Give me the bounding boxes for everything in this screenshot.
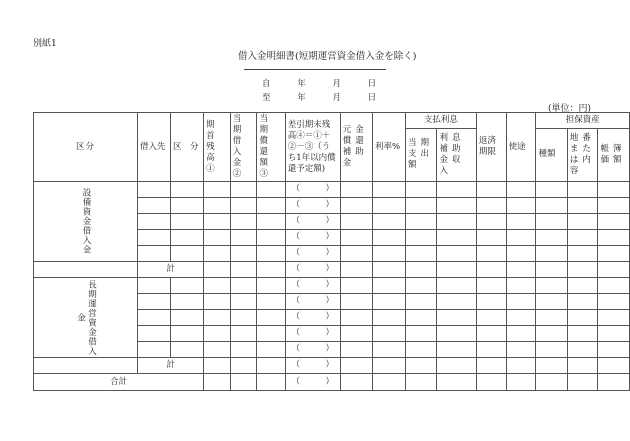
cell[interactable] — [257, 326, 285, 342]
cell[interactable] — [567, 262, 598, 278]
cell[interactable] — [598, 230, 630, 246]
cell[interactable] — [598, 182, 630, 198]
cell[interactable] — [230, 278, 257, 294]
cell[interactable] — [340, 294, 372, 310]
from-year: 年 — [297, 79, 306, 89]
cell[interactable] — [567, 214, 598, 230]
cell[interactable] — [406, 230, 437, 246]
cell[interactable] — [406, 278, 437, 294]
closing-cell[interactable]: （ ） — [285, 214, 340, 230]
cell[interactable] — [536, 246, 567, 262]
cell[interactable] — [476, 278, 506, 294]
cell[interactable] — [138, 230, 171, 246]
title-underline — [244, 69, 386, 70]
to-month: 月 — [332, 93, 341, 103]
cell[interactable] — [138, 294, 171, 310]
subtotal-label: 計 — [138, 358, 204, 374]
cell[interactable] — [598, 246, 630, 262]
header-closing: 差引期末残高④＝①＋②－③（うち1年以内償還予定額) — [285, 113, 340, 182]
total-row — [34, 374, 630, 391]
closing-cell[interactable]: （ ） — [285, 358, 340, 374]
closing-cell[interactable]: （ ） — [285, 262, 340, 278]
cell[interactable] — [230, 182, 257, 198]
cell[interactable] — [257, 246, 285, 262]
cell[interactable] — [230, 358, 257, 374]
cell[interactable] — [406, 294, 437, 310]
cell[interactable] — [257, 198, 285, 214]
cell[interactable] — [171, 246, 204, 262]
cell[interactable] — [476, 374, 506, 391]
cell[interactable] — [506, 342, 536, 358]
attachment-label: 別紙1 — [33, 39, 57, 49]
cell[interactable] — [171, 310, 204, 326]
cell[interactable] — [406, 374, 437, 391]
cell[interactable] — [138, 342, 171, 358]
cell[interactable] — [340, 198, 372, 214]
cell[interactable] — [536, 294, 567, 310]
closing-cell[interactable]: （ ） — [285, 278, 340, 294]
header-kubun: 区分 — [34, 113, 138, 182]
cell[interactable] — [567, 294, 598, 310]
subtotal-label: 計 — [138, 262, 204, 278]
loan-table — [33, 112, 630, 391]
cell[interactable] — [598, 278, 630, 294]
header-interest-paid: 当期支出額 — [406, 128, 437, 181]
date-from — [262, 77, 376, 89]
closing-cell[interactable]: （ ） — [285, 230, 340, 246]
cell[interactable] — [372, 326, 405, 342]
cell[interactable] — [204, 246, 231, 262]
section-label: 設備資金借入金 — [34, 182, 138, 262]
cell[interactable] — [506, 310, 536, 326]
cell[interactable] — [567, 358, 598, 374]
cell[interactable] — [340, 358, 372, 374]
cell[interactable] — [598, 342, 630, 358]
header-lender: 借入先 — [138, 113, 171, 182]
cell[interactable] — [476, 342, 506, 358]
cell[interactable] — [437, 230, 476, 246]
cell[interactable] — [372, 246, 405, 262]
cell[interactable] — [372, 358, 405, 374]
from-day: 日 — [367, 79, 377, 89]
cell[interactable] — [340, 246, 372, 262]
cell[interactable] — [204, 358, 231, 374]
cell[interactable] — [372, 182, 405, 198]
cell[interactable] — [406, 358, 437, 374]
cell[interactable] — [230, 262, 257, 278]
cell[interactable] — [257, 310, 285, 326]
cell[interactable] — [536, 278, 567, 294]
cell[interactable] — [138, 278, 171, 294]
cell[interactable] — [536, 310, 567, 326]
cell[interactable] — [506, 198, 536, 214]
cell[interactable] — [340, 326, 372, 342]
cell[interactable] — [476, 358, 506, 374]
cell[interactable] — [437, 198, 476, 214]
cell[interactable] — [372, 342, 405, 358]
cell[interactable] — [257, 214, 285, 230]
cell[interactable] — [171, 342, 204, 358]
from-label: 自 — [262, 79, 271, 89]
header-borrowed: 当期借入金② — [230, 113, 257, 182]
cell[interactable] — [437, 182, 476, 198]
cell[interactable] — [372, 214, 405, 230]
cell[interactable] — [138, 182, 171, 198]
cell[interactable] — [340, 214, 372, 230]
header-collateral: 担保資産 — [536, 113, 630, 129]
cell[interactable] — [406, 310, 437, 326]
cell[interactable] — [230, 214, 257, 230]
cell[interactable] — [138, 246, 171, 262]
cell[interactable] — [536, 262, 567, 278]
cell[interactable] — [257, 182, 285, 198]
header-rate: 利率% — [372, 113, 405, 182]
cell[interactable] — [204, 182, 231, 198]
cell[interactable] — [437, 374, 476, 391]
cell[interactable] — [506, 374, 536, 391]
cell[interactable] — [230, 246, 257, 262]
cell[interactable] — [257, 262, 285, 278]
cell[interactable] — [204, 198, 231, 214]
cell[interactable] — [437, 214, 476, 230]
cell[interactable] — [340, 278, 372, 294]
cell[interactable] — [257, 294, 285, 310]
cell[interactable] — [536, 326, 567, 342]
cell[interactable] — [437, 342, 476, 358]
cell[interactable] — [567, 230, 598, 246]
cell[interactable] — [506, 246, 536, 262]
header-opening: 期首残高① — [204, 113, 231, 182]
cell[interactable] — [506, 358, 536, 374]
header-repaid: 当期償還額③ — [257, 113, 285, 182]
cell[interactable] — [406, 342, 437, 358]
cell[interactable] — [598, 310, 630, 326]
cell[interactable] — [598, 262, 630, 278]
cell[interactable] — [372, 230, 405, 246]
cell[interactable] — [598, 294, 630, 310]
header-kubun2: 区 分 — [171, 113, 204, 182]
cell[interactable] — [506, 182, 536, 198]
cell[interactable] — [138, 310, 171, 326]
header-col-type: 種類 — [536, 128, 567, 181]
cell[interactable] — [230, 198, 257, 214]
cell[interactable] — [567, 310, 598, 326]
cell[interactable] — [257, 230, 285, 246]
cell[interactable] — [567, 374, 598, 391]
cell[interactable] — [506, 214, 536, 230]
cell[interactable] — [171, 198, 204, 214]
cell[interactable] — [567, 326, 598, 342]
cell[interactable] — [204, 262, 231, 278]
cell[interactable] — [372, 262, 405, 278]
cell[interactable] — [506, 278, 536, 294]
cell[interactable] — [437, 246, 476, 262]
cell[interactable] — [567, 342, 598, 358]
cell[interactable] — [406, 214, 437, 230]
cell[interactable] — [567, 182, 598, 198]
cell[interactable] — [340, 342, 372, 358]
cell[interactable] — [536, 230, 567, 246]
cell[interactable] — [406, 262, 437, 278]
cell[interactable] — [536, 374, 567, 391]
closing-cell[interactable]: （ ） — [285, 182, 340, 198]
cell[interactable] — [598, 214, 630, 230]
cell[interactable] — [406, 198, 437, 214]
page-title: 借入金明細書(短期運営資金借入金を除く) — [238, 51, 417, 62]
cell[interactable] — [506, 262, 536, 278]
cell[interactable] — [204, 214, 231, 230]
subtotal-row — [34, 262, 630, 278]
cell[interactable] — [171, 326, 204, 342]
cell[interactable] — [437, 278, 476, 294]
cell[interactable] — [598, 358, 630, 374]
to-year: 年 — [297, 93, 306, 103]
cell[interactable] — [476, 310, 506, 326]
header-interest-subsidy: 利息補助金収入 — [437, 128, 476, 181]
cell[interactable] — [230, 374, 257, 391]
cell[interactable] — [506, 326, 536, 342]
cell[interactable] — [437, 326, 476, 342]
section-label: 長期運営資金借入金 — [34, 278, 138, 358]
cell[interactable] — [340, 310, 372, 326]
cell[interactable] — [406, 182, 437, 198]
date-to — [262, 91, 376, 103]
cell[interactable] — [171, 214, 204, 230]
cell[interactable] — [536, 198, 567, 214]
cell[interactable] — [340, 182, 372, 198]
cell[interactable] — [476, 230, 506, 246]
cell — [34, 262, 138, 278]
cell[interactable] — [171, 278, 204, 294]
cell[interactable] — [230, 342, 257, 358]
cell[interactable] — [257, 278, 285, 294]
cell[interactable] — [204, 278, 231, 294]
cell[interactable] — [204, 374, 231, 391]
cell[interactable] — [476, 294, 506, 310]
cell[interactable] — [598, 374, 630, 391]
closing-cell[interactable]: （ ） — [285, 294, 340, 310]
total-label: 合計 — [34, 374, 204, 391]
cell[interactable] — [476, 182, 506, 198]
cell[interactable] — [536, 342, 567, 358]
cell[interactable] — [506, 230, 536, 246]
cell[interactable] — [476, 326, 506, 342]
header-subsidy: 元金償還補助金 — [340, 113, 372, 182]
cell[interactable] — [230, 294, 257, 310]
header-interest: 支払利息 — [406, 113, 477, 129]
cell[interactable] — [536, 358, 567, 374]
header-col-lot: 地番または内容 — [567, 128, 598, 181]
closing-cell[interactable]: （ ） — [285, 310, 340, 326]
cell[interactable] — [138, 198, 171, 214]
cell[interactable] — [171, 230, 204, 246]
cell[interactable] — [230, 310, 257, 326]
cell[interactable] — [204, 230, 231, 246]
cell[interactable] — [372, 198, 405, 214]
cell[interactable] — [437, 294, 476, 310]
from-month: 月 — [332, 79, 341, 89]
cell[interactable] — [340, 374, 372, 391]
cell[interactable] — [204, 342, 231, 358]
cell[interactable] — [567, 198, 598, 214]
to-day: 日 — [367, 93, 377, 103]
cell[interactable] — [598, 198, 630, 214]
cell[interactable] — [204, 326, 231, 342]
cell[interactable] — [372, 294, 405, 310]
cell[interactable] — [406, 326, 437, 342]
closing-cell[interactable]: （ ） — [285, 198, 340, 214]
cell[interactable] — [230, 230, 257, 246]
table-row — [34, 182, 630, 198]
header-use: 使途 — [506, 113, 536, 182]
cell[interactable] — [437, 310, 476, 326]
cell[interactable] — [372, 374, 405, 391]
cell[interactable] — [340, 230, 372, 246]
cell[interactable] — [204, 310, 231, 326]
cell[interactable] — [171, 182, 204, 198]
subtotal-row — [34, 358, 630, 374]
cell[interactable] — [340, 262, 372, 278]
cell[interactable] — [372, 310, 405, 326]
cell[interactable] — [257, 342, 285, 358]
to-label: 至 — [262, 93, 271, 103]
cell[interactable] — [138, 326, 171, 342]
closing-cell[interactable]: （ ） — [285, 342, 340, 358]
cell[interactable] — [204, 294, 231, 310]
cell[interactable] — [476, 262, 506, 278]
header-col-book: 帳簿価額 — [598, 128, 630, 181]
cell[interactable] — [171, 294, 204, 310]
table-row — [34, 278, 630, 294]
header-term: 返済期限 — [476, 113, 506, 182]
unit-label: (単位：円) — [548, 104, 592, 114]
cell[interactable] — [257, 358, 285, 374]
cell[interactable] — [476, 214, 506, 230]
cell[interactable] — [536, 214, 567, 230]
cell[interactable] — [536, 182, 567, 198]
closing-cell[interactable]: （ ） — [285, 374, 340, 391]
cell[interactable] — [476, 198, 506, 214]
cell[interactable] — [598, 326, 630, 342]
cell[interactable] — [567, 246, 598, 262]
cell[interactable] — [372, 278, 405, 294]
cell[interactable] — [257, 374, 285, 391]
cell[interactable] — [406, 246, 437, 262]
cell — [34, 358, 138, 374]
closing-cell[interactable]: （ ） — [285, 326, 340, 342]
cell[interactable] — [437, 358, 476, 374]
cell[interactable] — [138, 214, 171, 230]
cell[interactable] — [506, 294, 536, 310]
cell[interactable] — [230, 326, 257, 342]
cell[interactable] — [567, 278, 598, 294]
closing-cell[interactable]: （ ） — [285, 246, 340, 262]
cell[interactable] — [437, 262, 476, 278]
cell[interactable] — [476, 246, 506, 262]
